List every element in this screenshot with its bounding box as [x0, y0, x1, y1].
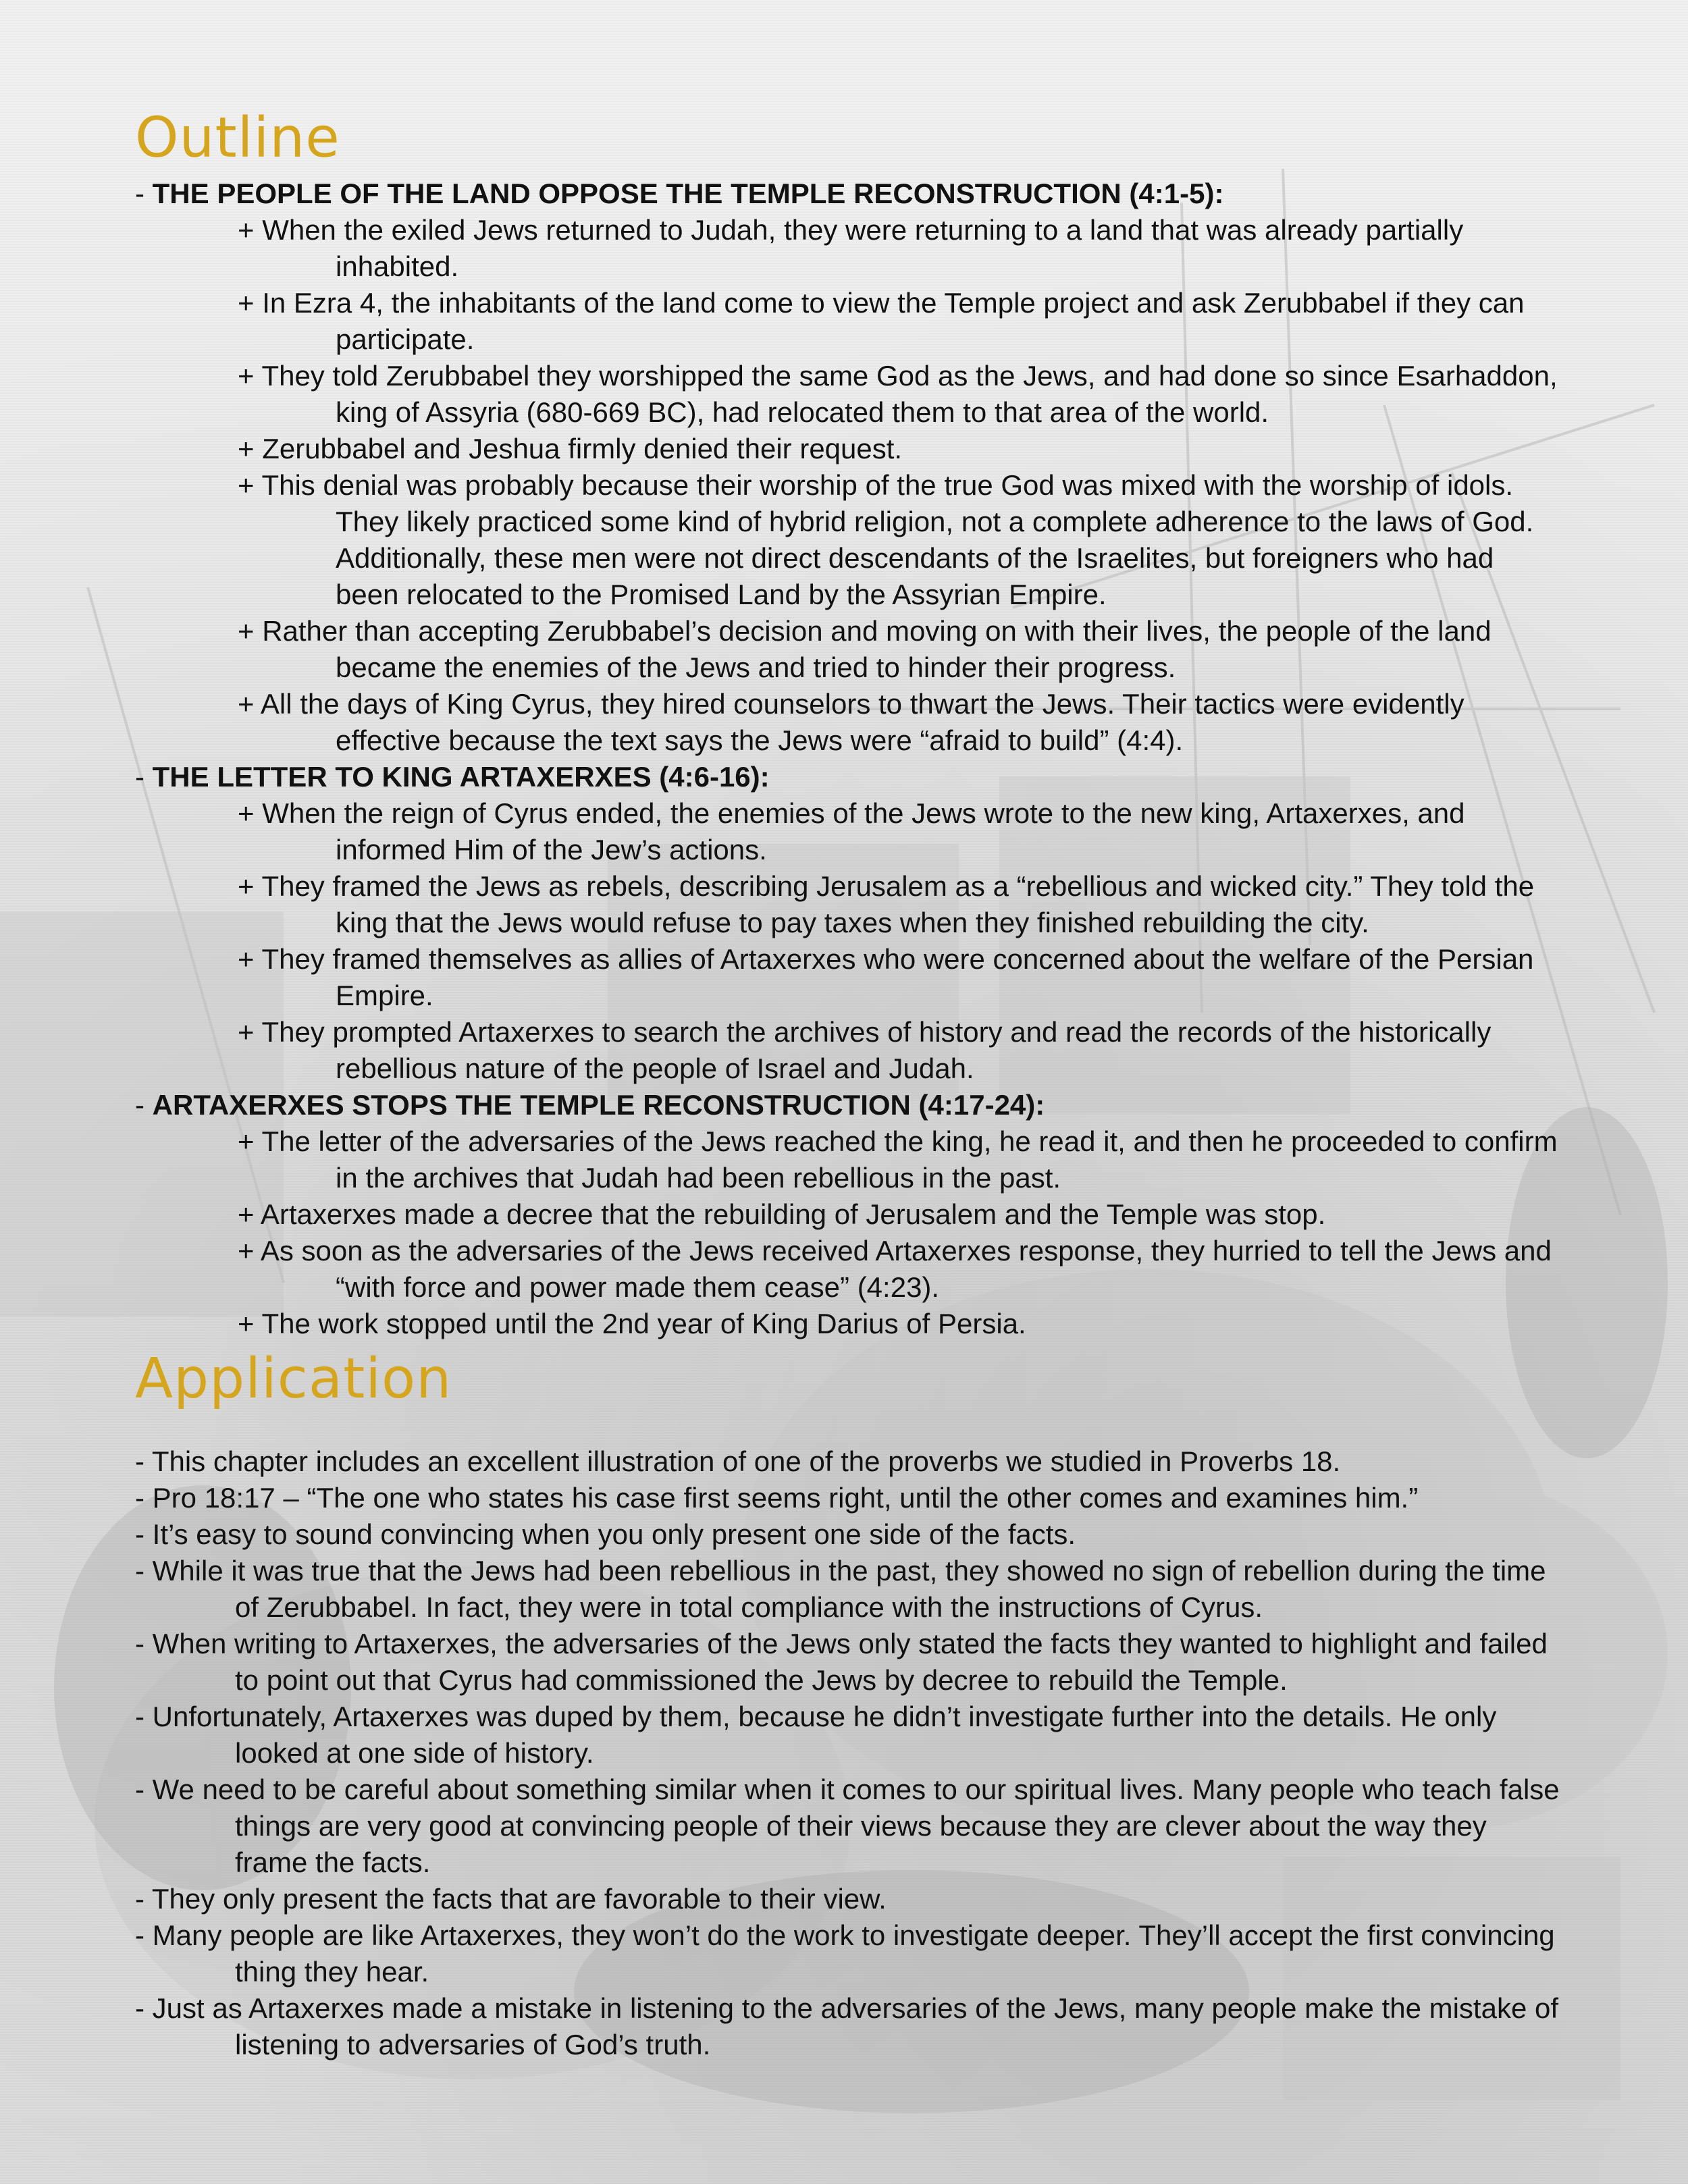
spacer — [135, 1416, 1560, 1443]
outline-point: + The work stopped until the 2nd year of King Darius of Persia. — [238, 1308, 1026, 1339]
application-point: - While it was true that the Jews had been rebellious in the past, they showed no sign of rebellion during the time of Zerubbabel. In fact, they were in total compliance with the instructions of Cyrus. — [135, 1555, 1546, 1623]
application-point: - Pro 18:17 – “The one who states his case first seems right, until the other comes and examines him.” — [135, 1482, 1419, 1514]
outline-point: + They framed the Jews as rebels, describing Jerusalem as a “rebellious and wicked city.” They told the king that the Jews would refuse to pay taxes when they finished rebuilding the city. — [238, 870, 1535, 938]
outline-point: + They framed themselves as allies of Artaxerxes who were concerned about the welfare of the Persian Empire. — [238, 943, 1534, 1011]
outline-heading-text: ARTAXERXES STOPS THE TEMPLE RECONSTRUCTION (4:17-24): — [152, 1089, 1045, 1121]
application-point: - Many people are like Artaxerxes, they won’t do the work to investigate deeper. They’ll accept the first convincing thing they hear. — [135, 1919, 1555, 1988]
outline-title: Outline — [135, 106, 340, 170]
outline-point: + They prompted Artaxerxes to search the archives of history and read the records of the historically rebellious nature of the people of Israel and Judah. — [238, 1016, 1492, 1084]
outline-point: + In Ezra 4, the inhabitants of the land come to view the Temple project and ask Zerubbabel if they can participate. — [238, 287, 1525, 355]
application-point: - They only present the facts that are favorable to their view. — [135, 1883, 887, 1915]
page-content — [135, 101, 1560, 2063]
application-title: Application — [135, 1347, 452, 1411]
outline-point: + They told Zerubbabel they worshipped the same God as the Jews, and had done so since Esarhaddon, king of Assyria (680-669 BC), had relocated them to that area of the world. — [238, 360, 1558, 428]
outline-heading — [135, 1087, 1560, 1123]
outline-heading-text: THE LETTER TO KING ARTAXERXES (4:6-16): — [152, 761, 770, 793]
application-point: - Just as Artaxerxes made a mistake in listening to the adversaries of the Jews, many people make the mistake of listening to adversaries of God’s truth. — [135, 1992, 1558, 2060]
application-point: - When writing to Artaxerxes, the adversaries of the Jews only stated the facts they wanted to highlight and failed to point out that Cyrus had commissioned the Jews by decree to rebuild the Temple. — [135, 1628, 1548, 1696]
outline-point: + Zerubbabel and Jeshua firmly denied their request. — [238, 433, 903, 464]
outline-heading — [135, 759, 1560, 795]
outline-point: + Artaxerxes made a decree that the rebuilding of Jerusalem and the Temple was stop. — [238, 1198, 1326, 1230]
dash-bullet: - — [135, 1089, 153, 1121]
dash-bullet: - — [135, 761, 153, 793]
outline-point: + All the days of King Cyrus, they hired counselors to thwart the Jews. Their tactics were evidently effective because the text says the Jews were “afraid to build” (4:4). — [238, 688, 1465, 756]
application-point: - We need to be careful about something similar when it comes to our spiritual lives. Many people who teach false things are very good at convincing people of their views because they are clever about the way they frame the facts. — [135, 1774, 1560, 1878]
outline-heading — [135, 176, 1560, 212]
application-point: - Unfortunately, Artaxerxes was duped by them, because he didn’t investigate further into the details. He only looked at one side of history. — [135, 1701, 1497, 1769]
outline-point: + When the reign of Cyrus ended, the enemies of the Jews wrote to the new king, Artaxerxes, and informed Him of the Jew’s actions. — [238, 797, 1465, 865]
application-list — [135, 1443, 1560, 2063]
outline-section-3 — [135, 1087, 1560, 1342]
outline-section-1 — [135, 176, 1560, 759]
outline-point: + When the exiled Jews returned to Judah, they were returning to a land that was already partially inhabited. — [238, 214, 1464, 282]
application-point: - This chapter includes an excellent illustration of one of the proverbs we studied in Proverbs 18. — [135, 1445, 1341, 1477]
outline-point: + Rather than accepting Zerubbabel’s decision and moving on with their lives, the people of the land became the enemies of the Jews and tried to hinder their progress. — [238, 615, 1492, 683]
application-point: - It’s easy to sound convincing when you only present one side of the facts. — [135, 1518, 1076, 1550]
outline-heading-text: THE PEOPLE OF THE LAND OPPOSE THE TEMPLE RECONSTRUCTION (4:1-5): — [152, 178, 1224, 209]
outline-section-2 — [135, 759, 1560, 1087]
outline-point: + This denial was probably because their worship of the true God was mixed with the worship of idols. They likely practiced some kind of hybrid religion, not a complete adherence to the laws of God. Additionally, these men were not direct descendants of the Israelites, but foreigners who had been relocated to the Promised Land by the Assyrian Empire. — [238, 469, 1534, 610]
dash-bullet: - — [135, 178, 153, 209]
outline-point: + The letter of the adversaries of the Jews reached the king, he read it, and then he proceeded to confirm in the archives that Judah had been rebellious in the past. — [238, 1125, 1558, 1194]
outline-point: + As soon as the adversaries of the Jews received Artaxerxes response, they hurried to tell the Jews and “with force and power made them cease” (4:23). — [238, 1235, 1552, 1303]
